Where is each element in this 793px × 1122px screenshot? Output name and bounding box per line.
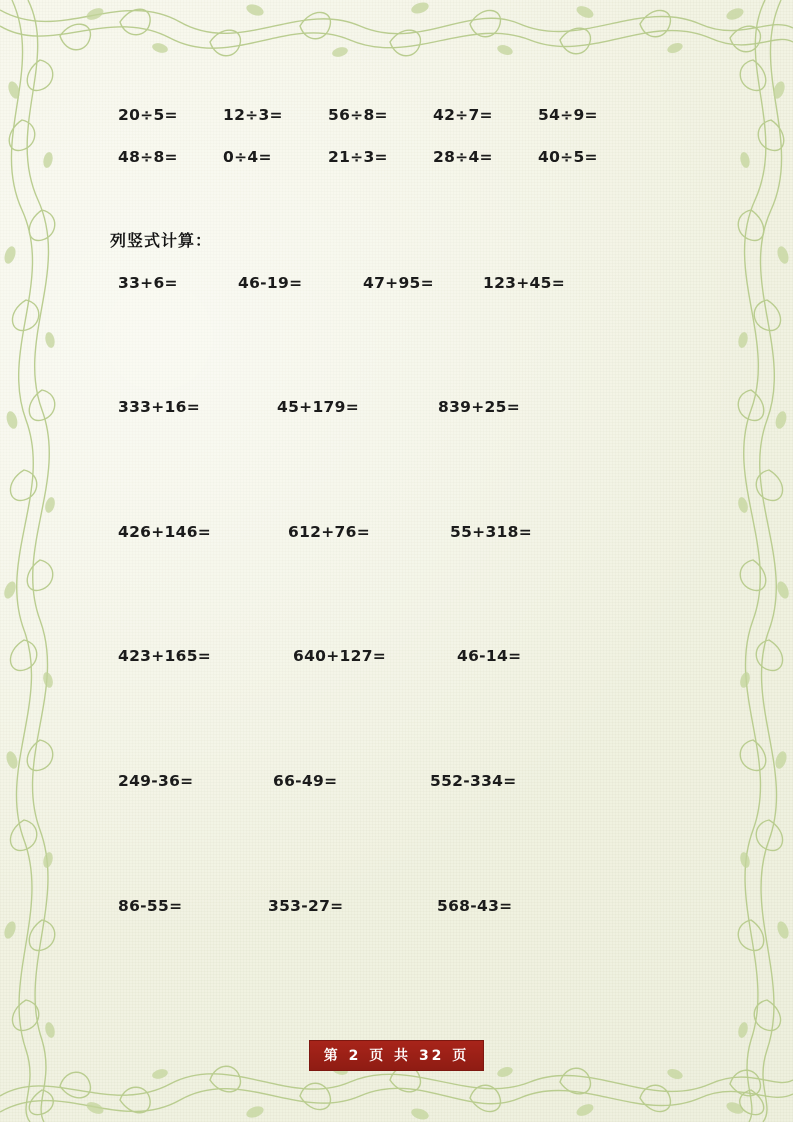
problem-item: 56÷8= [328, 106, 388, 124]
problem-item: 568-43= [437, 897, 513, 915]
footer-prefix: 第 [323, 1048, 341, 1064]
problem-item: 66-49= [273, 772, 338, 790]
problem-item: 54÷9= [538, 106, 598, 124]
section-title: 列竖式计算： [110, 231, 213, 250]
problem-item: 42÷7= [433, 106, 493, 124]
oral-problem-row [118, 148, 643, 166]
problem-item: 33+6= [118, 274, 178, 292]
problem-item: 12÷3= [223, 106, 283, 124]
problem-item: 0÷4= [223, 148, 272, 166]
page-number-badge [309, 1040, 485, 1071]
problem-item: 249-36= [118, 772, 194, 790]
problem-item: 47+95= [363, 274, 434, 292]
footer-suffix: 页 [452, 1048, 470, 1064]
footer-page-number: 2 [348, 1048, 362, 1064]
problem-item: 86-55= [118, 897, 183, 915]
problem-item: 55+318= [450, 523, 532, 541]
problem-item: 46-14= [457, 647, 522, 665]
problem-item: 46-19= [238, 274, 303, 292]
problem-item: 839+25= [438, 398, 520, 416]
problem-item: 640+127= [293, 647, 387, 665]
problem-item: 426+146= [118, 523, 212, 541]
problem-item: 423+165= [118, 647, 212, 665]
problem-item: 123+45= [483, 274, 565, 292]
problem-item: 45+179= [277, 398, 359, 416]
problem-item: 353-27= [268, 897, 344, 915]
problem-item: 612+76= [288, 523, 370, 541]
footer-total-pages: 32 [418, 1048, 445, 1064]
page-footer [0, 1040, 793, 1071]
problem-item: 20÷5= [118, 106, 178, 124]
problem-item: 333+16= [118, 398, 200, 416]
footer-middle: 页 共 [369, 1048, 412, 1064]
oral-problem-row [118, 106, 643, 124]
problem-item: 48÷8= [118, 148, 178, 166]
problem-item: 552-334= [430, 772, 517, 790]
problem-item: 21÷3= [328, 148, 388, 166]
problem-item: 28÷4= [433, 148, 493, 166]
problem-item: 40÷5= [538, 148, 598, 166]
